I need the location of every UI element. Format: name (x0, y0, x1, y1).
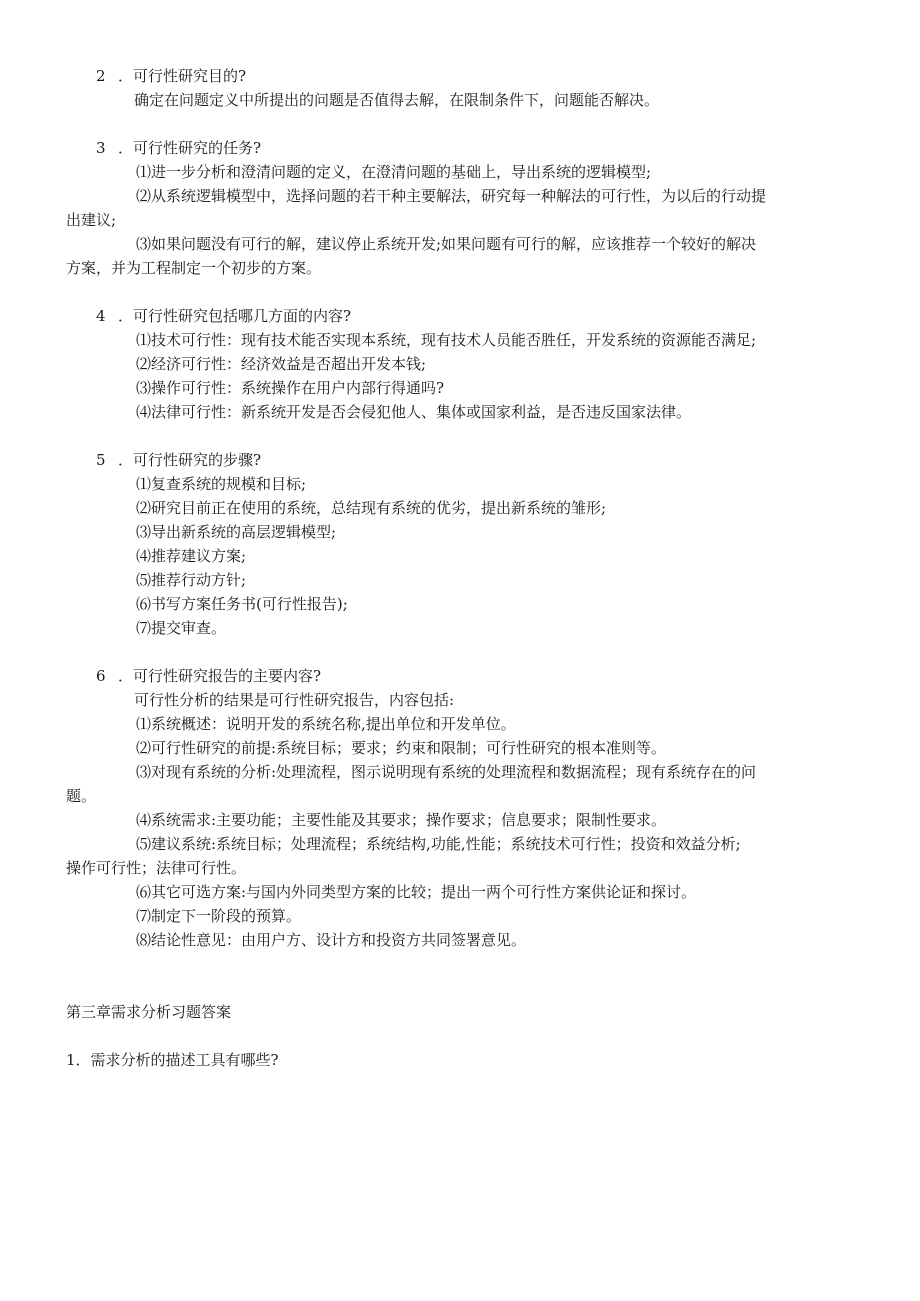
question-heading (66, 448, 858, 472)
list-item: ⑶操作可行性：系统操作在用户内部行得通吗? (136, 379, 445, 397)
list-item: ⑶导出新系统的高层逻辑模型; (136, 523, 337, 541)
list-item: ⑷法律可行性：新系统开发是否会侵犯他人、集体或国家利益，是否违反国家法律。 (136, 403, 692, 421)
chapter-title: 第三章需求分析习题答案 (66, 1003, 232, 1021)
list-item: ⑵经济可行性：经济效益是否超出开发本钱; (136, 355, 427, 373)
question-title: ．可行性研究的步骤? (118, 451, 262, 469)
question-number: 2 (96, 67, 106, 85)
list-item: ⑺制定下一阶段的预算。 (136, 907, 302, 925)
question-heading (66, 1048, 858, 1072)
answer-intro: 可行性分析的结果是可行性研究报告，内容包括: (134, 691, 455, 709)
list-item: ⑵可行性研究的前提:系统目标；要求；约束和限制；可行性研究的根本准则等。 (136, 739, 667, 757)
question-title: ．可行性研究包括哪几方面的内容? (118, 307, 352, 325)
list-item: ⑻结论性意见：由用户方、设计方和投资方共同签署意见。 (136, 931, 527, 949)
list-item: ⑴进一步分析和澄清问题的定义，在澄清问题的基础上，导出系统的逻辑模型; (136, 163, 652, 181)
question-title: ．可行性研究报告的主要内容? (118, 667, 322, 685)
list-item-continuation: 方案，并为工程制定一个初步的方案。 (66, 259, 322, 277)
list-item: ⑸建议系统:系统目标；处理流程；系统结构,功能,性能；系统技术可行性；投资和效益分析; (136, 835, 741, 853)
list-item-continuation: 出建议; (66, 211, 117, 229)
list-item: ⑶如果问题没有可行的解，建议停止系统开发;如果问题有可行的解，应该推荐一个较好的解决 (136, 235, 757, 253)
answer-paragraph: 确定在问题定义中所提出的问题是否值得去解，在限制条件下，问题能否解决。 (134, 91, 660, 109)
list-item: ⑴技术可行性：现有技术能否实现本系统，现有技术人员能否胜任，开发系统的资源能否满足; (136, 331, 757, 349)
question-number: 6 (96, 667, 106, 685)
question-number: 4 (96, 307, 106, 325)
list-item: ⑴复查系统的规模和目标; (136, 475, 307, 493)
list-item: ⑷系统需求:主要功能；主要性能及其要求；操作要求；信息要求；限制性要求。 (136, 811, 667, 829)
question-title: ．可行性研究目的? (118, 67, 247, 85)
list-item: ⑵研究目前正在使用的系统，总结现有系统的优劣，提出新系统的雏形; (136, 499, 607, 517)
question-heading (66, 664, 858, 688)
question-number: 5 (96, 451, 106, 469)
list-item: ⑵从系统逻辑模型中，选择问题的若干种主要解法，研究每一种解法的可行性，为以后的行动提 (136, 187, 767, 205)
question-title: ．需求分析的描述工具有哪些? (75, 1051, 279, 1069)
question-title: ．可行性研究的任务? (118, 139, 262, 157)
question-heading (66, 136, 858, 160)
list-item: ⑶对现有系统的分析:处理流程，图示说明现有系统的处理流程和数据流程；现有系统存在的问 (136, 763, 757, 781)
question-heading (66, 304, 858, 328)
list-item-continuation: 题。 (66, 787, 97, 805)
question-heading (66, 64, 858, 88)
list-item: ⑺提交审查。 (136, 619, 227, 637)
list-item: ⑸推荐行动方针; (136, 571, 247, 589)
list-item: ⑴系统概述：说明开发的系统名称,提出单位和开发单位。 (136, 715, 516, 733)
question-number: 1 (66, 1051, 76, 1069)
question-number: 3 (96, 139, 106, 157)
list-item-continuation: 操作可行性；法律可行性。 (66, 859, 247, 877)
list-item: ⑹其它可选方案:与国内外同类型方案的比较；提出一两个可行性方案供论证和探讨。 (136, 883, 697, 901)
list-item: ⑷推荐建议方案; (136, 547, 247, 565)
list-item: ⑹书写方案任务书(可行性报告); (136, 595, 348, 613)
